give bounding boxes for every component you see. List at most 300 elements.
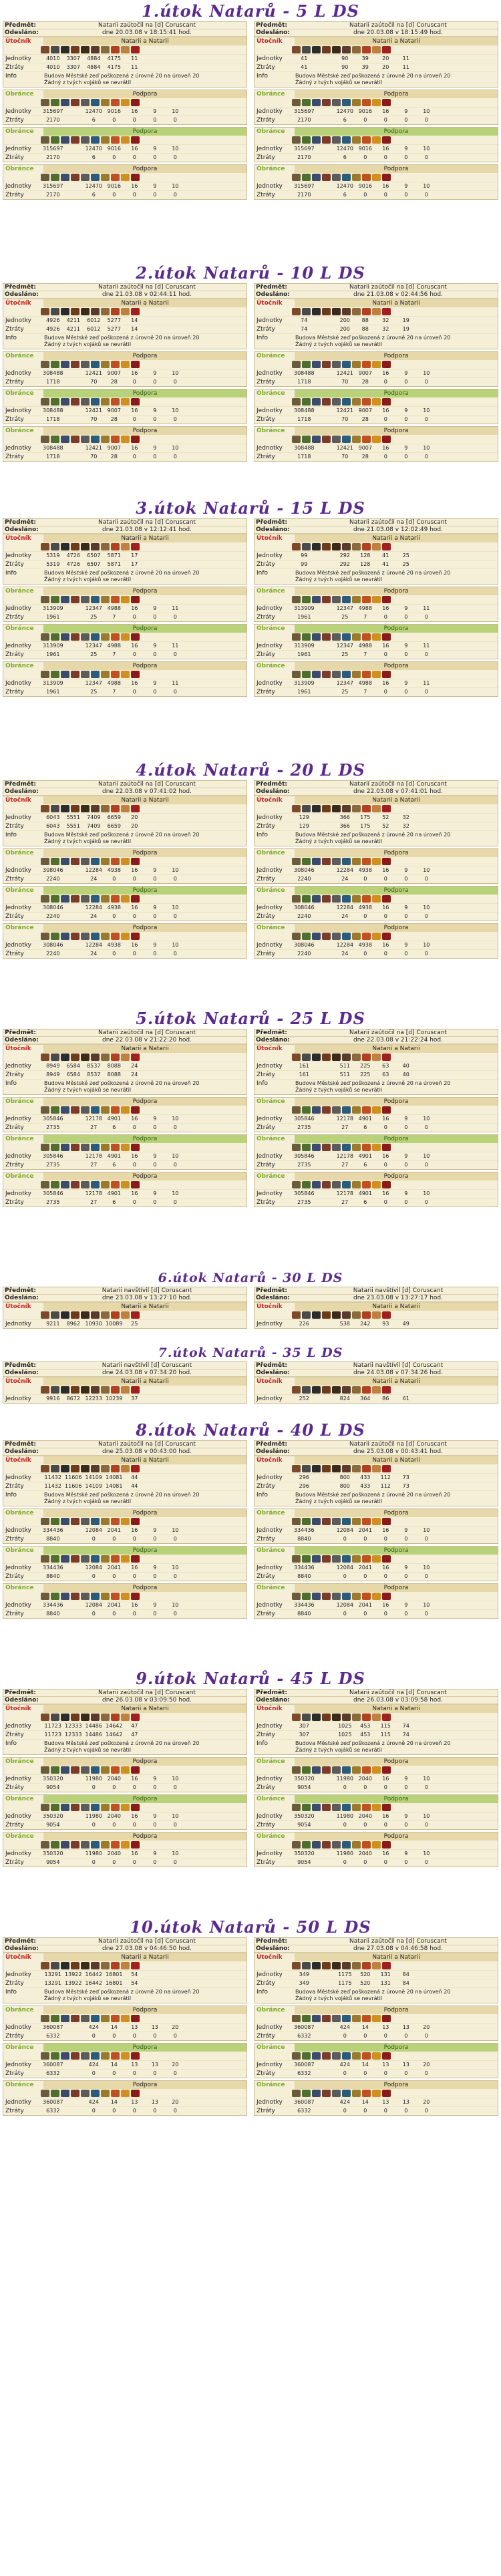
- cell: 16: [131, 605, 138, 611]
- cell: 17: [131, 552, 138, 558]
- unit-icon: [71, 46, 79, 53]
- cell: [206, 866, 226, 874]
- cell: 52: [382, 823, 389, 829]
- cell: [416, 1474, 437, 1482]
- cell: [145, 1482, 166, 1490]
- cell: [457, 63, 478, 71]
- cell: [206, 1601, 226, 1609]
- row-label: Ztráty: [5, 1162, 24, 1168]
- unit-icon: [61, 1962, 69, 1969]
- unit-icon: [342, 436, 351, 443]
- cell: 5319: [46, 552, 60, 558]
- unit-icon: [131, 46, 140, 53]
- unit-icon: [61, 1518, 69, 1525]
- unit-icon: [342, 1386, 351, 1394]
- cell: [186, 1722, 206, 1730]
- defender-units-row: [3, 182, 246, 190]
- cell: 9007: [358, 445, 372, 451]
- cell: [437, 453, 458, 461]
- cell: 28: [361, 454, 369, 460]
- attacker-header: [3, 1705, 246, 1713]
- cell: [186, 688, 206, 696]
- unit-icon: [322, 1386, 331, 1394]
- sent-row: [3, 291, 246, 299]
- cell: 4901: [107, 1190, 121, 1196]
- attacker-header: [3, 1303, 246, 1311]
- row-cells: [294, 369, 498, 377]
- unit-icon: [111, 1106, 120, 1114]
- defender-header: [255, 389, 498, 397]
- cell: 453: [360, 1723, 371, 1729]
- cell: [206, 605, 226, 613]
- row-label: Jednotky: [5, 2062, 31, 2068]
- cell: 10: [423, 942, 430, 948]
- defender-label: Obránce: [257, 1758, 285, 1765]
- unit-icons-row: [3, 857, 246, 866]
- cell: 4901: [358, 1153, 372, 1159]
- row-cells: [294, 1601, 498, 1609]
- cell: [478, 369, 498, 377]
- row-label: Ztráty: [5, 651, 24, 658]
- cell: 27: [90, 1199, 98, 1205]
- left-report: [3, 1937, 247, 2116]
- cell: 27: [341, 1124, 349, 1130]
- cell: 12284: [336, 867, 354, 873]
- cell: [315, 1775, 335, 1783]
- report-box: [254, 1689, 498, 1755]
- unit-icon: [121, 99, 130, 106]
- info-text: [43, 569, 246, 584]
- row-cells: [294, 145, 498, 153]
- attacker-losses-row: [255, 1482, 498, 1490]
- defender-block: [254, 923, 498, 959]
- subject-row: [3, 1938, 246, 1945]
- defender-units-row: [255, 369, 498, 377]
- attacker-block: [3, 37, 246, 87]
- unit-icon: [352, 2052, 361, 2060]
- row-cells: [294, 866, 498, 874]
- cell: 2240: [297, 913, 311, 919]
- attacker-units-row: [255, 813, 498, 822]
- unit-icon: [61, 2052, 69, 2060]
- unit-icon: [71, 361, 79, 368]
- cell: 14: [110, 2024, 118, 2030]
- unit-icon: [111, 2090, 120, 2097]
- cell: 9: [404, 1190, 408, 1196]
- unit-icon: [121, 2052, 130, 2060]
- cell: [63, 2070, 84, 2078]
- row-cells: [294, 688, 498, 696]
- cell: [437, 145, 458, 153]
- unit-icon: [292, 1962, 301, 1969]
- cell: [186, 154, 206, 162]
- row-label: Ztráty: [257, 2033, 275, 2040]
- unit-icons-row: [3, 435, 246, 444]
- defender-title: Podpora: [43, 1172, 246, 1180]
- cell: 16442: [85, 1980, 102, 1986]
- defender-units-row: [255, 182, 498, 190]
- nothing-msg: Žádný z tvých vojáků se nevrátil: [295, 838, 383, 844]
- unit-icon: [382, 805, 391, 812]
- cell: [226, 116, 247, 124]
- cell: 9: [404, 146, 408, 152]
- unit-icon: [312, 1766, 321, 1774]
- sent-row: [255, 291, 498, 299]
- left-report: [3, 780, 247, 959]
- cell: 0: [173, 1124, 177, 1130]
- row-label: Jednotky: [5, 2099, 31, 2106]
- defender-title: Podpora: [43, 427, 246, 435]
- unit-icon: [382, 1386, 391, 1394]
- cell: 16: [131, 942, 138, 948]
- unit-icon: [131, 805, 140, 812]
- sent-value: dne 25.03.08 v 00:43:00 hod.: [102, 1448, 192, 1455]
- defender-losses-row: [3, 1535, 246, 1543]
- attacker-units-row: [3, 813, 246, 822]
- cell: [315, 605, 335, 613]
- unit-icon: [302, 398, 311, 406]
- defender-label: Obránce: [257, 2007, 285, 2014]
- cell: 11: [172, 643, 179, 649]
- unit-icon: [362, 633, 371, 641]
- cell: [457, 1731, 478, 1739]
- nothing-msg: Žádný z tvých vojáků se nevrátil: [44, 577, 132, 583]
- defender-block: [3, 2043, 247, 2078]
- unit-icon: [302, 596, 311, 603]
- unit-icon: [101, 1054, 110, 1061]
- unit-icons-row: [255, 1517, 498, 1526]
- cell: 305846: [43, 1190, 63, 1196]
- cell: 16801: [106, 1971, 123, 1977]
- attacker-losses-row: [3, 560, 246, 569]
- nothing-msg: Žádný z tvých vojáků se nevrátil: [295, 577, 383, 583]
- cell: [63, 1610, 84, 1618]
- cell: [145, 1474, 166, 1482]
- cell: 0: [424, 1536, 428, 1542]
- unit-icon: [382, 895, 391, 903]
- defender-losses-row: [255, 116, 498, 124]
- defender-header: [255, 924, 498, 932]
- row-label: Ztráty: [257, 1573, 275, 1580]
- info-label: Info: [257, 1740, 269, 1747]
- cell: 315697: [43, 183, 63, 189]
- cell: [478, 2032, 498, 2040]
- cell: 308488: [43, 445, 63, 451]
- unit-icon: [352, 1144, 361, 1151]
- cell: 12284: [85, 905, 103, 911]
- cell: [478, 941, 498, 949]
- cell: 2041: [107, 1527, 121, 1533]
- cell: [315, 1482, 335, 1490]
- cell: 10: [172, 1776, 179, 1782]
- unit-icon: [111, 1804, 120, 1811]
- cell: 7: [112, 614, 116, 620]
- defender-losses-row: [3, 949, 246, 958]
- unit-icon: [312, 1593, 321, 1600]
- unit-icons-row: [255, 1311, 498, 1319]
- cell: [315, 1395, 335, 1403]
- cell: 88: [361, 317, 369, 323]
- defender-header: [3, 587, 246, 595]
- defender-units-row: [3, 144, 246, 153]
- sent-value: dne 21.03.08 v 12:02:49 hod.: [353, 526, 443, 533]
- attacker-label: Útočník: [5, 1954, 31, 1961]
- unit-icon: [322, 933, 331, 940]
- unit-icons-row: [3, 2014, 246, 2023]
- unit-icon: [81, 1106, 90, 1114]
- cell: 0: [112, 192, 116, 198]
- cell: [63, 154, 84, 162]
- cell: 0: [404, 1536, 408, 1542]
- row-cells: [43, 2061, 246, 2069]
- cell: [226, 866, 247, 874]
- row-cells: [43, 941, 246, 949]
- defender-title: Podpora: [295, 1832, 498, 1840]
- row-cells: [43, 1979, 246, 1987]
- unit-icon: [322, 1804, 331, 1811]
- cell: 28: [110, 416, 118, 422]
- cell: 86: [382, 1395, 389, 1402]
- cell: 0: [173, 1573, 177, 1579]
- left-report: [3, 518, 247, 697]
- unit-icon: [91, 1181, 100, 1188]
- cell: 315697: [294, 108, 315, 114]
- unit-icons-row: [3, 1517, 246, 1526]
- unit-icon: [342, 1518, 351, 1525]
- defender-losses-row: [3, 2032, 246, 2040]
- cell: 9: [404, 680, 408, 686]
- cell: [63, 1535, 84, 1543]
- sent-value: dne 21.03.08 v 12:12:41 hod.: [102, 526, 192, 533]
- cell: 9: [153, 905, 157, 911]
- cell: 0: [153, 689, 157, 695]
- cell: [478, 552, 498, 560]
- building-msg: Budova Městské zeď poškozená z úrovně 20 na úroveň 20: [295, 570, 451, 576]
- cell: [315, 2098, 335, 2106]
- row-label: Jednotky: [5, 552, 31, 559]
- cell: [186, 453, 206, 461]
- row-cells: [294, 154, 498, 162]
- cell: 313909: [294, 605, 315, 611]
- row-cells: [294, 2024, 498, 2032]
- unit-icon: [91, 1766, 100, 1774]
- cell: [437, 904, 458, 912]
- attacker-block: [3, 796, 246, 846]
- unit-icon: [302, 99, 311, 106]
- cell: 9: [404, 942, 408, 948]
- unit-icon: [312, 99, 321, 106]
- cell: 9016: [107, 146, 121, 152]
- row-label: Jednotky: [257, 605, 283, 612]
- row-label: Ztráty: [5, 326, 24, 333]
- unit-icon: [131, 1518, 140, 1525]
- unit-icon: [41, 933, 49, 940]
- unit-icon: [41, 99, 49, 106]
- row-label: Ztráty: [5, 1483, 24, 1490]
- unit-icon: [302, 633, 311, 641]
- cell: 47: [131, 1723, 138, 1729]
- attack-title: 1.útok Natarů - 5 L DS: [142, 1, 359, 21]
- unit-icon: [121, 805, 130, 812]
- unit-icon: [71, 1518, 79, 1525]
- cell: 0: [343, 1536, 347, 1542]
- unit-icon: [111, 1555, 120, 1563]
- row-cells: [294, 416, 498, 424]
- row-cells: [43, 814, 246, 822]
- unit-icon: [121, 1962, 130, 1969]
- attacker-label: Útočník: [257, 1303, 283, 1310]
- unit-icon: [372, 398, 381, 406]
- row-cells: [294, 875, 498, 883]
- cell: 16: [382, 1153, 389, 1159]
- unit-icons-row: [255, 1592, 498, 1601]
- attacker-header: [255, 1953, 498, 1961]
- cell: 0: [363, 2108, 367, 2114]
- row-cells: [294, 1526, 498, 1535]
- row-cells: [294, 1115, 498, 1123]
- unit-icon: [101, 1593, 110, 1600]
- unit-icon: [61, 671, 69, 678]
- cell: 4988: [107, 605, 121, 611]
- attacker-label: Útočník: [5, 1045, 31, 1052]
- cell: 0: [404, 614, 408, 620]
- unit-icon: [41, 2015, 49, 2022]
- row-label: Jednotky: [257, 1116, 283, 1122]
- cell: 2040: [107, 1776, 121, 1782]
- defender-label: Obránce: [5, 91, 34, 98]
- cell: [63, 1573, 84, 1581]
- cell: 10: [423, 867, 430, 873]
- cell: [226, 108, 247, 116]
- unit-icon: [362, 361, 371, 368]
- defender-losses-row: [255, 1572, 498, 1581]
- unit-icon: [292, 1518, 301, 1525]
- unit-icon: [322, 136, 331, 144]
- row-cells: [294, 1610, 498, 1618]
- row-label: Ztráty: [257, 1162, 275, 1168]
- cell: [478, 1775, 498, 1783]
- report-box: [3, 780, 247, 846]
- subject-label: Předmět:: [5, 1938, 36, 1945]
- unit-icon: [51, 308, 59, 315]
- defender-label: Obránce: [5, 2082, 34, 2088]
- cell: [186, 904, 206, 912]
- cell: [457, 2061, 478, 2069]
- unit-icon: [382, 2015, 391, 2022]
- unit-icon: [332, 858, 341, 865]
- sent-label: Odesláno:: [256, 291, 290, 298]
- cell: 16: [131, 108, 138, 114]
- cell: [63, 1198, 84, 1206]
- defender-label: Obránce: [5, 1547, 34, 1554]
- unit-icon: [312, 1962, 321, 1969]
- cell: [478, 814, 498, 822]
- defender-units-row: [3, 2098, 246, 2106]
- unit-icon: [101, 1144, 110, 1151]
- row-label: Jednotky: [257, 183, 283, 190]
- cell: 1961: [297, 614, 311, 620]
- info-row: [3, 1739, 246, 1754]
- subject-row: [255, 284, 498, 291]
- cell: [186, 950, 206, 958]
- unit-icons-row: [255, 1803, 498, 1812]
- cell: 9: [404, 1565, 408, 1571]
- unit-icons-row: [255, 136, 498, 144]
- cell: 9: [404, 370, 408, 376]
- cell: 12284: [85, 942, 103, 948]
- cell: 0: [153, 951, 157, 957]
- unit-icon: [81, 1386, 90, 1394]
- cell: 0: [153, 1199, 157, 1205]
- subject-label: Předmět:: [5, 781, 36, 788]
- defender-title: Podpora: [295, 849, 498, 857]
- defender-losses-row: [3, 1160, 246, 1169]
- row-cells: [43, 642, 246, 650]
- row-label: Jednotky: [5, 1850, 31, 1857]
- cell: 366: [339, 823, 350, 829]
- unit-icon: [312, 1106, 321, 1114]
- cell: [457, 642, 478, 650]
- defender-header: [255, 2006, 498, 2014]
- defender-block: [3, 2005, 247, 2041]
- cell: [63, 1161, 84, 1169]
- cell: [63, 1152, 84, 1160]
- unit-icon: [302, 436, 311, 443]
- cell: 0: [132, 913, 136, 919]
- sent-row: [255, 526, 498, 534]
- cell: [437, 2061, 458, 2069]
- cell: 9: [404, 1776, 408, 1782]
- cell: [63, 108, 84, 116]
- row-label: Ztráty: [5, 2108, 24, 2114]
- subject-value: Natarii navštívil [d] Coruscant: [102, 1361, 192, 1369]
- attacker-label: Útočník: [257, 300, 283, 307]
- cell: [437, 116, 458, 124]
- cell: [206, 1610, 226, 1618]
- cell: 128: [360, 561, 371, 567]
- cell: 0: [424, 1611, 428, 1617]
- cell: 6332: [297, 2108, 311, 2114]
- cell: 0: [173, 876, 177, 882]
- unit-icon: [101, 398, 110, 406]
- unit-icons-row: [255, 1961, 498, 1970]
- unit-icon: [372, 99, 381, 106]
- cell: 16: [131, 1850, 138, 1857]
- unit-icon: [292, 858, 301, 865]
- unit-icon: [71, 398, 79, 406]
- row-cells: [43, 1320, 246, 1328]
- cell: [206, 613, 226, 621]
- cell: 8949: [46, 1072, 60, 1078]
- defender-label: Obránce: [5, 353, 34, 359]
- row-label: Jednotky: [5, 108, 31, 115]
- unit-icon: [41, 361, 49, 368]
- cell: [478, 444, 498, 452]
- info-text: [43, 334, 246, 349]
- cell: 296: [299, 1483, 309, 1489]
- cell: 2040: [358, 1776, 372, 1782]
- cell: [206, 875, 226, 883]
- unit-icons-row: [3, 173, 246, 182]
- cell: 16: [382, 905, 389, 911]
- cell: 25: [90, 614, 98, 620]
- cell: [63, 913, 84, 921]
- sent-label: Odesláno:: [5, 1448, 39, 1455]
- cell: [315, 369, 335, 377]
- unit-icon: [131, 1841, 140, 1848]
- unit-icon: [61, 1465, 69, 1472]
- attack-title: 7.útok Natarů - 35 L DS: [158, 1345, 343, 1360]
